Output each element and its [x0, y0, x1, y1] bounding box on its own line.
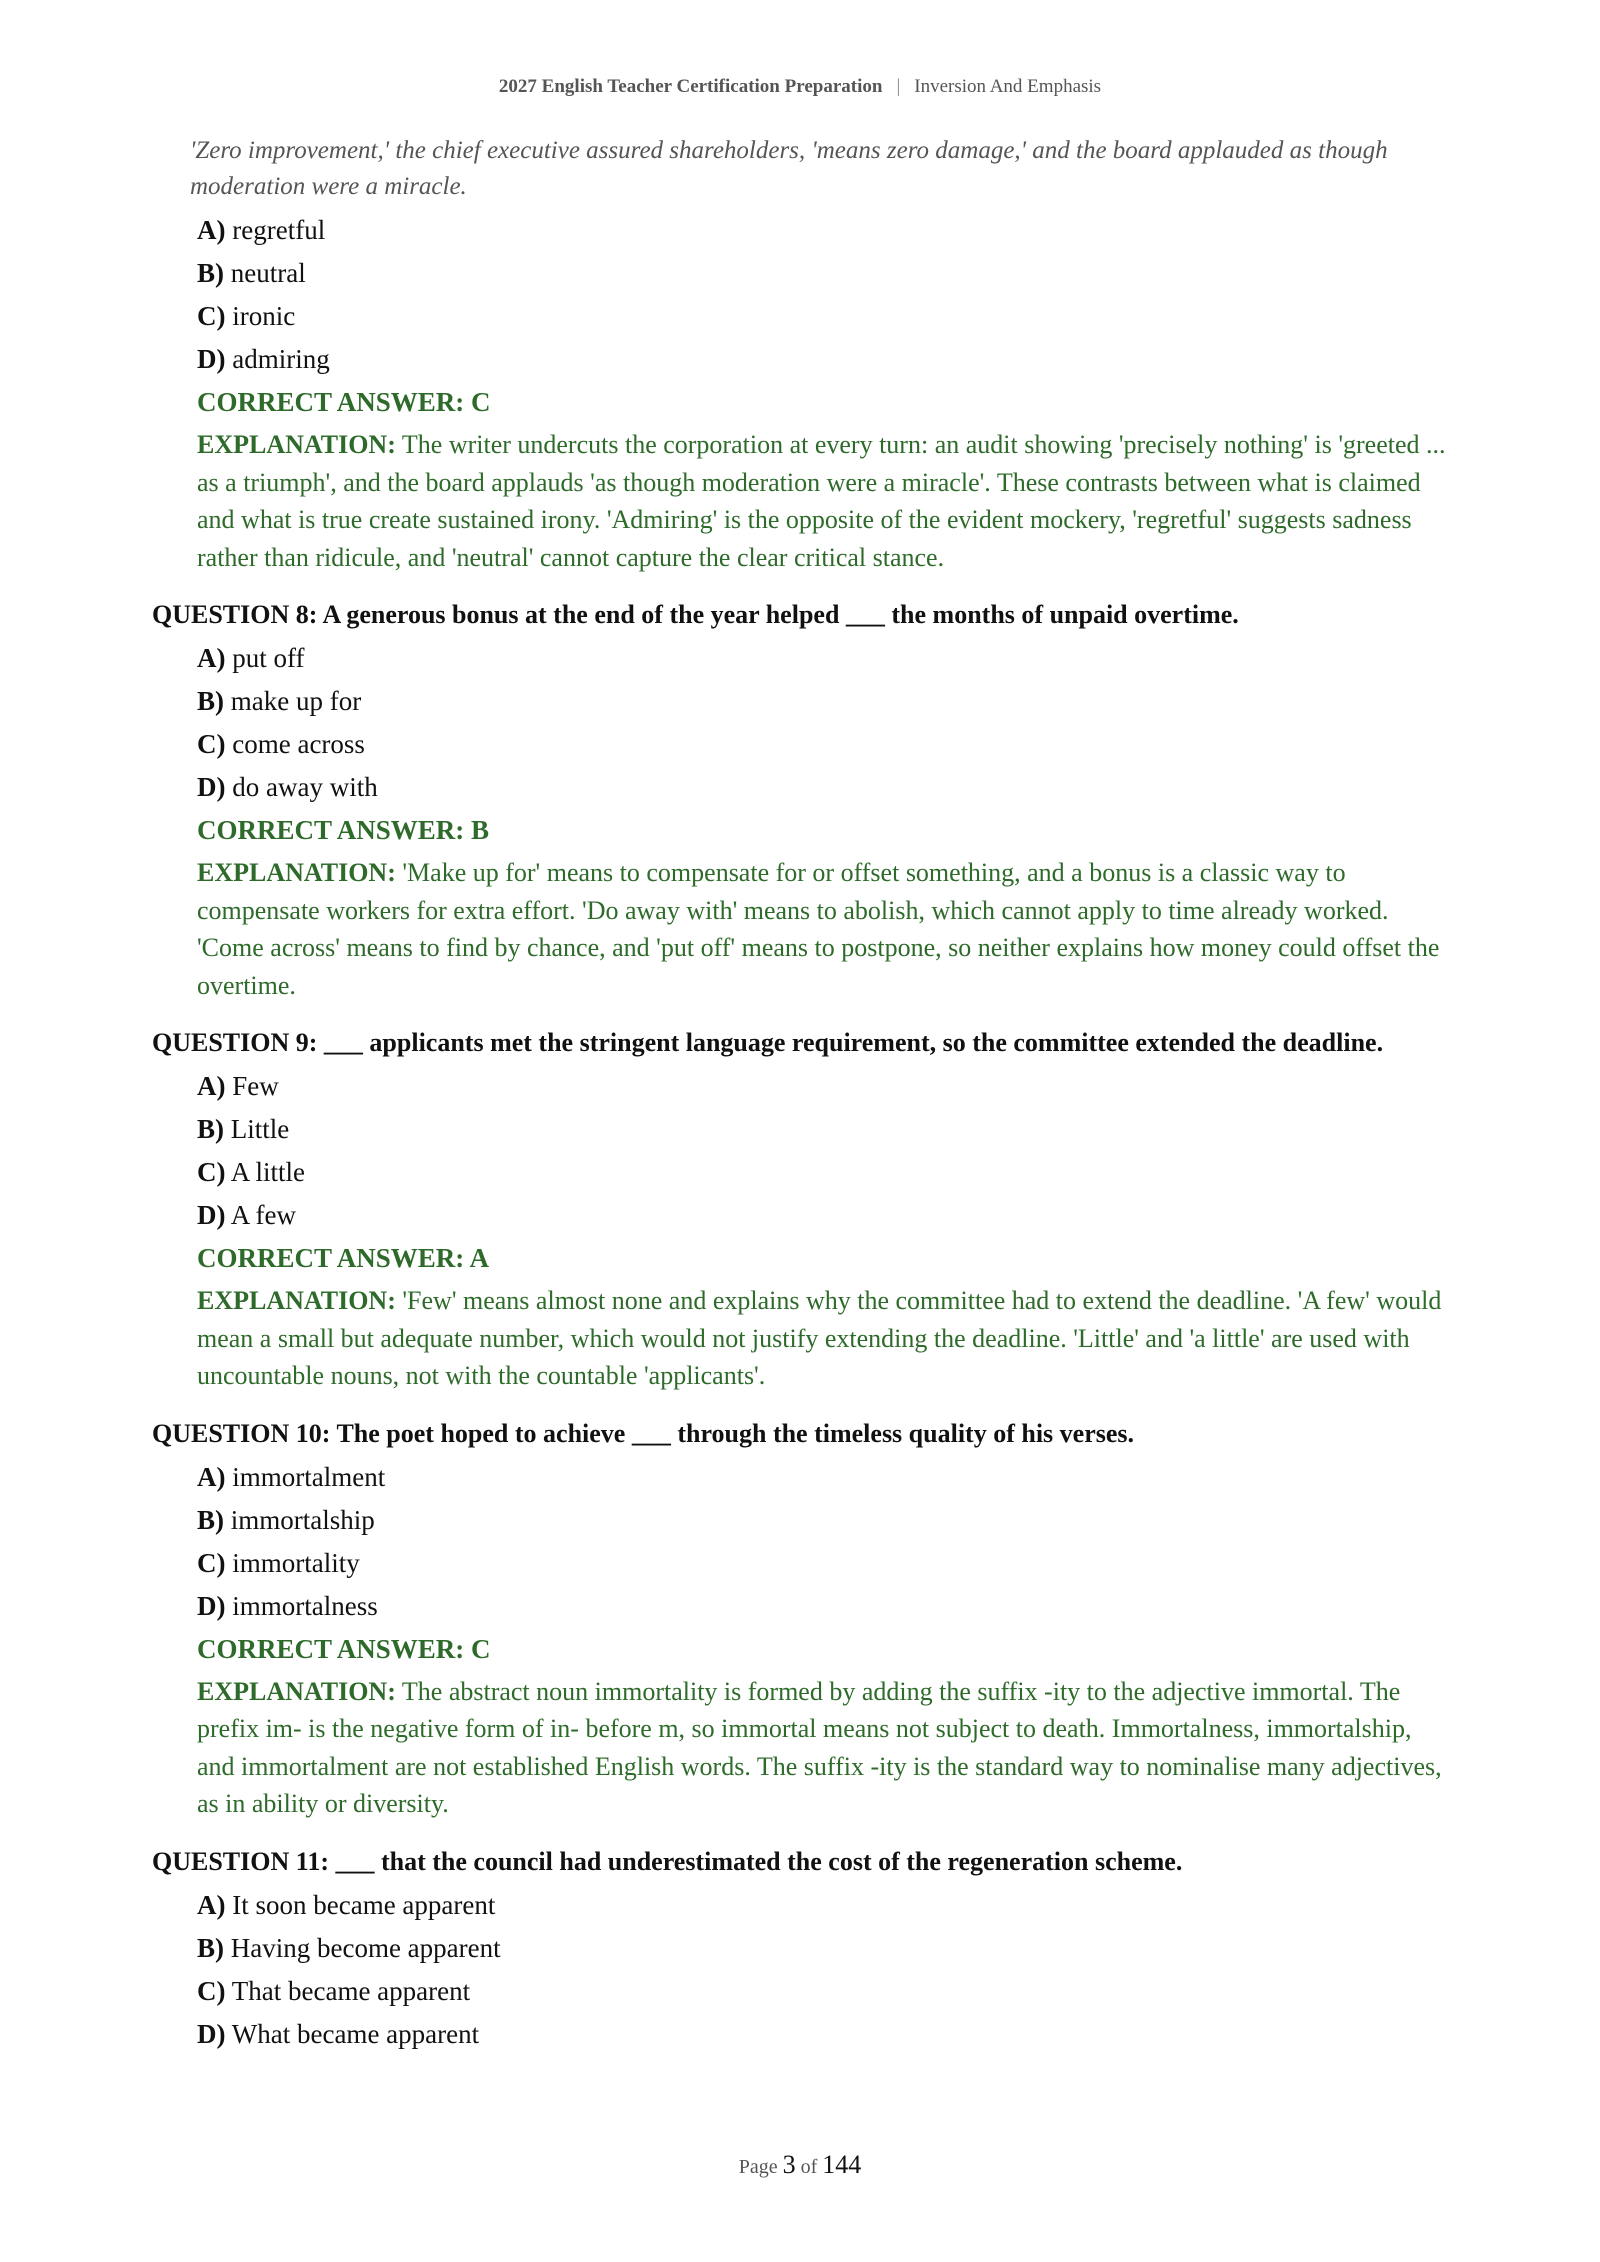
option-text: immortality	[232, 1547, 360, 1578]
page-word: Page	[738, 2156, 778, 2178]
question-8-options	[152, 637, 1452, 809]
question-11-option-c	[197, 1970, 1452, 2013]
explanation-text: The abstract noun immortality is formed by adding the suffix -ity to the adjective immortal. The prefix im- is the negative form of in- before m, so immortal means not subject to death. Immortalness, immortalship, and immortalment are not established English words. The suffix -ity is the standard way to nominalise many adjectives, as in ability or diversity.	[197, 1676, 1442, 1818]
question-9-option-a	[197, 1065, 1452, 1108]
question-8-option-c	[197, 723, 1452, 766]
option-letter: A)	[197, 215, 226, 245]
question-8-correct-answer: CORRECT ANSWER: B	[197, 815, 490, 845]
option-text: Few	[232, 1071, 279, 1101]
question-7-option-b	[197, 252, 1452, 295]
option-letter: D)	[197, 2018, 226, 2049]
question-11-option-a	[197, 1884, 1452, 1927]
option-text: immortalment	[232, 1461, 386, 1492]
option-letter: B)	[197, 1932, 224, 1963]
option-letter: A)	[197, 1889, 226, 1920]
option-letter: C)	[197, 301, 226, 331]
header-separator: |	[896, 76, 901, 97]
option-text: What became apparent	[231, 2018, 480, 2049]
question-9-stem: QUESTION 9: ___ applicants met the stringent language requirement, so the committee extended the deadline.	[152, 1028, 1384, 1057]
question-11-options	[152, 1884, 1452, 2056]
document-title: 2027 English Teacher Certification Preparation	[498, 76, 883, 97]
option-text: do away with	[232, 772, 378, 802]
question-9-option-c	[197, 1151, 1452, 1194]
option-text: put off	[232, 643, 305, 673]
option-letter: B)	[197, 258, 224, 288]
question-8-explanation	[197, 854, 1452, 1004]
option-text: admiring	[232, 344, 330, 374]
option-letter: C)	[197, 1157, 226, 1187]
option-letter: A)	[197, 1071, 226, 1101]
question-9-options	[152, 1065, 1452, 1237]
question-8-stem: QUESTION 8: A generous bonus at the end of the year helped ___ the months of unpaid overtime.	[152, 600, 1239, 629]
page-number: 3	[782, 2150, 796, 2179]
section-title: Inversion And Emphasis	[914, 76, 1102, 97]
explanation-label: EXPLANATION:	[197, 1676, 396, 1706]
page-content	[152, 133, 1452, 2056]
option-text: It soon became apparent	[232, 1889, 496, 1920]
question-7-option-a	[197, 209, 1452, 252]
page-header	[0, 76, 1600, 98]
option-text: immortalship	[230, 1504, 375, 1535]
question-10-correct-answer: CORRECT ANSWER: C	[197, 1633, 491, 1664]
option-text: ironic	[232, 301, 296, 331]
option-text: A few	[230, 1200, 296, 1230]
option-letter: D)	[197, 1590, 226, 1621]
question-7-options	[152, 209, 1452, 381]
option-letter: C)	[197, 729, 226, 759]
question-9-explanation	[197, 1282, 1452, 1395]
explanation-label: EXPLANATION:	[197, 430, 396, 459]
question-10-option-a	[197, 1456, 1452, 1499]
question-10-options	[152, 1456, 1452, 1628]
option-letter: B)	[197, 1114, 224, 1144]
question-10-option-d	[197, 1585, 1452, 1628]
option-text: regretful	[232, 215, 326, 245]
option-letter: D)	[197, 1200, 226, 1230]
option-letter: A)	[197, 643, 226, 673]
question-7-option-c	[197, 295, 1452, 338]
question-10-explanation	[197, 1673, 1452, 1823]
question-10-option-c	[197, 1542, 1452, 1585]
option-text: make up for	[230, 686, 362, 716]
option-letter: D)	[197, 344, 226, 374]
question-8-option-a	[197, 637, 1452, 680]
option-text: Little	[230, 1114, 290, 1144]
option-letter: D)	[197, 772, 226, 802]
question-11-option-b	[197, 1927, 1452, 1970]
option-letter: B)	[197, 1504, 224, 1535]
question-11-option-d	[197, 2013, 1452, 2056]
question-9-option-d	[197, 1194, 1452, 1237]
option-letter: C)	[197, 1547, 226, 1578]
explanation-label: EXPLANATION:	[197, 858, 396, 887]
option-text: neutral	[230, 258, 306, 288]
question-7-explanation	[197, 426, 1452, 576]
explanation-text: The writer undercuts the corporation at every turn: an audit showing 'precisely nothing' is 'greeted ... as a triumph', and the board applauds 'as though moderation were a miracle'. These contrasts between what is claimed and what is true create sustained irony. 'Admiring' is the opposite of the evident mockery, 'regretful' suggests sadness rather than ridicule, and 'neutral' cannot capture the clear critical stance.	[197, 430, 1446, 572]
option-letter: A)	[197, 1461, 226, 1492]
question-9-correct-answer: CORRECT ANSWER: A	[197, 1243, 490, 1273]
question-11-stem: QUESTION 11: ___ that the council had underestimated the cost of the regeneration scheme.	[152, 1846, 1183, 1876]
question-7-option-d	[197, 338, 1452, 381]
question-10-option-b	[197, 1499, 1452, 1542]
option-letter: C)	[197, 1975, 226, 2006]
question-8-option-d	[197, 766, 1452, 809]
question-9-option-b	[197, 1108, 1452, 1151]
question-8-option-b	[197, 680, 1452, 723]
option-text: come across	[232, 729, 365, 759]
option-text: Having become apparent	[230, 1932, 501, 1963]
question-7-correct-answer: CORRECT ANSWER: C	[197, 387, 491, 417]
of-word: of	[800, 2156, 818, 2178]
explanation-text: 'Few' means almost none and explains why the committee had to extend the deadline. 'A few' would mean a small but adequate number, which would not justify extending the deadline. 'Little' and 'a little' are used with uncountable nouns, not with the countable 'applicants'.	[197, 1286, 1442, 1390]
option-text: That became apparent	[231, 1975, 471, 2006]
explanation-label: EXPLANATION:	[197, 1286, 396, 1315]
question-passage: 'Zero improvement,' the chief executive assured shareholders, 'means zero damage,' and the board applauded as though moderation were a miracle.	[190, 137, 1388, 200]
option-letter: B)	[197, 686, 224, 716]
option-text: A little	[230, 1157, 306, 1187]
option-text: immortalness	[232, 1590, 378, 1621]
explanation-text: 'Make up for' means to compensate for or offset something, and a bonus is a classic way to compensate workers for extra effort. 'Do away with' means to abolish, which cannot apply to time already worked. 'Come across' means to find by chance, and 'put off' means to postpone, so neither explains how money could offset the overtime.	[197, 858, 1440, 1000]
question-10-stem: QUESTION 10: The poet hoped to achieve ___ through the timeless quality of his verses.	[152, 1418, 1135, 1448]
page-footer	[0, 2150, 1600, 2180]
total-pages: 144	[822, 2150, 862, 2179]
